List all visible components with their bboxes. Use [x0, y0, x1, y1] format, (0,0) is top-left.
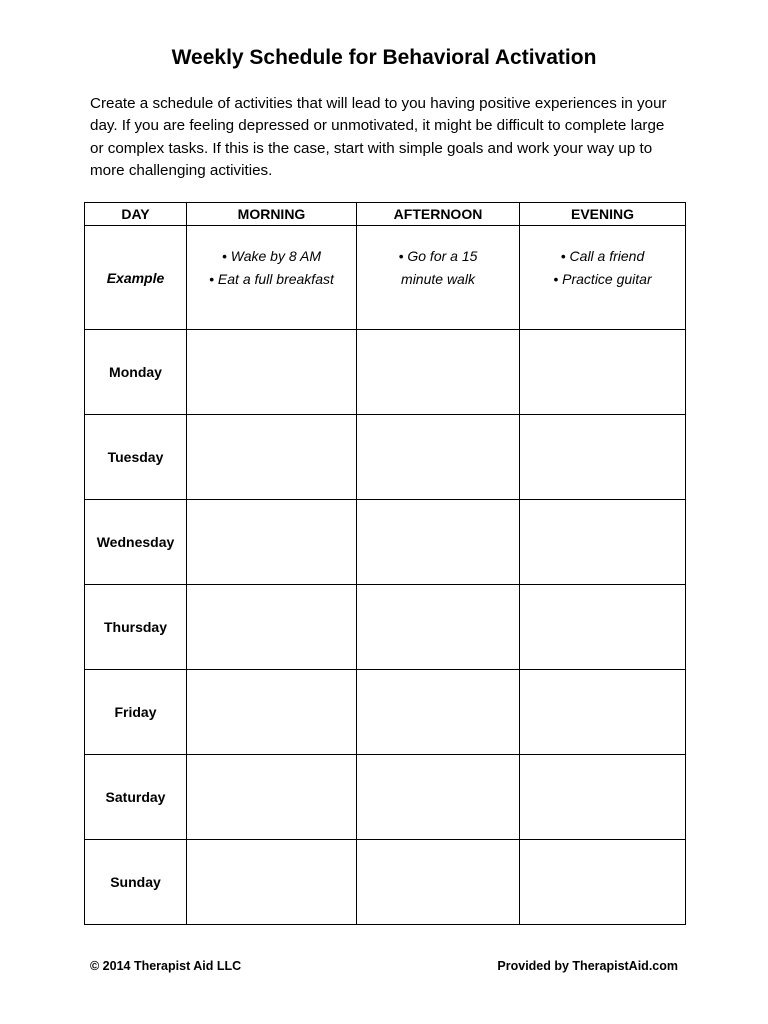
tuesday-afternoon-cell: [357, 415, 520, 500]
example-label: Example: [85, 226, 187, 330]
footer-provided-by: Provided by TherapistAid.com: [497, 959, 678, 973]
sunday-morning-cell: [187, 840, 357, 925]
day-label-monday: Monday: [85, 330, 187, 415]
wednesday-evening-cell: [520, 500, 686, 585]
day-label-tuesday: Tuesday: [85, 415, 187, 500]
sunday-afternoon-cell: [357, 840, 520, 925]
monday-evening-cell: [520, 330, 686, 415]
day-row-thursday: [85, 585, 686, 670]
tuesday-evening-cell: [520, 415, 686, 500]
day-label-sunday: Sunday: [85, 840, 187, 925]
example-row: [85, 226, 686, 330]
header-morning: MORNING: [187, 203, 357, 226]
example-evening-item: • Practice guitar: [553, 271, 652, 287]
tuesday-morning-cell: [187, 415, 357, 500]
saturday-evening-cell: [520, 755, 686, 840]
example-morning-item: • Eat a full breakfast: [209, 271, 334, 287]
header-day: DAY: [85, 203, 187, 226]
day-row-sunday: [85, 840, 686, 925]
example-evening-cell: [520, 226, 686, 330]
sunday-evening-cell: [520, 840, 686, 925]
intro-paragraph: Create a schedule of activities that will lead to you having positive experiences in your day. If you are feeling depressed or unmotivated, it might be difficult to complete large or complex tasks. If this is the case, start with simple goals and work your way up to more challenging activities.: [90, 95, 667, 179]
day-label-friday: Friday: [85, 670, 187, 755]
example-afternoon-item: minute walk: [401, 271, 475, 287]
day-label-wednesday: Wednesday: [85, 500, 187, 585]
header-evening: EVENING: [520, 203, 686, 226]
example-afternoon-cell: [357, 226, 520, 330]
example-morning-cell: [187, 226, 357, 330]
footer-copyright: © 2014 Therapist Aid LLC: [90, 959, 242, 973]
day-label-saturday: Saturday: [85, 755, 187, 840]
wednesday-afternoon-cell: [357, 500, 520, 585]
day-row-tuesday: [85, 415, 686, 500]
friday-afternoon-cell: [357, 670, 520, 755]
example-morning-item: • Wake by 8 AM: [221, 248, 322, 264]
monday-morning-cell: [187, 330, 357, 415]
day-row-monday: [85, 330, 686, 415]
monday-afternoon-cell: [357, 330, 520, 415]
thursday-evening-cell: [520, 585, 686, 670]
friday-evening-cell: [520, 670, 686, 755]
weekly-schedule-table: [84, 202, 686, 925]
example-afternoon-item: • Go for a 15: [398, 248, 478, 264]
wednesday-morning-cell: [187, 500, 357, 585]
page-title: Weekly Schedule for Behavioral Activation: [171, 46, 597, 69]
day-label-thursday: Thursday: [85, 585, 187, 670]
thursday-morning-cell: [187, 585, 357, 670]
header-row: [85, 203, 686, 226]
saturday-morning-cell: [187, 755, 357, 840]
header-afternoon: AFTERNOON: [357, 203, 520, 226]
example-evening-item: • Call a friend: [560, 248, 645, 264]
saturday-afternoon-cell: [357, 755, 520, 840]
day-row-saturday: [85, 755, 686, 840]
day-row-friday: [85, 670, 686, 755]
thursday-afternoon-cell: [357, 585, 520, 670]
friday-morning-cell: [187, 670, 357, 755]
day-row-wednesday: [85, 500, 686, 585]
